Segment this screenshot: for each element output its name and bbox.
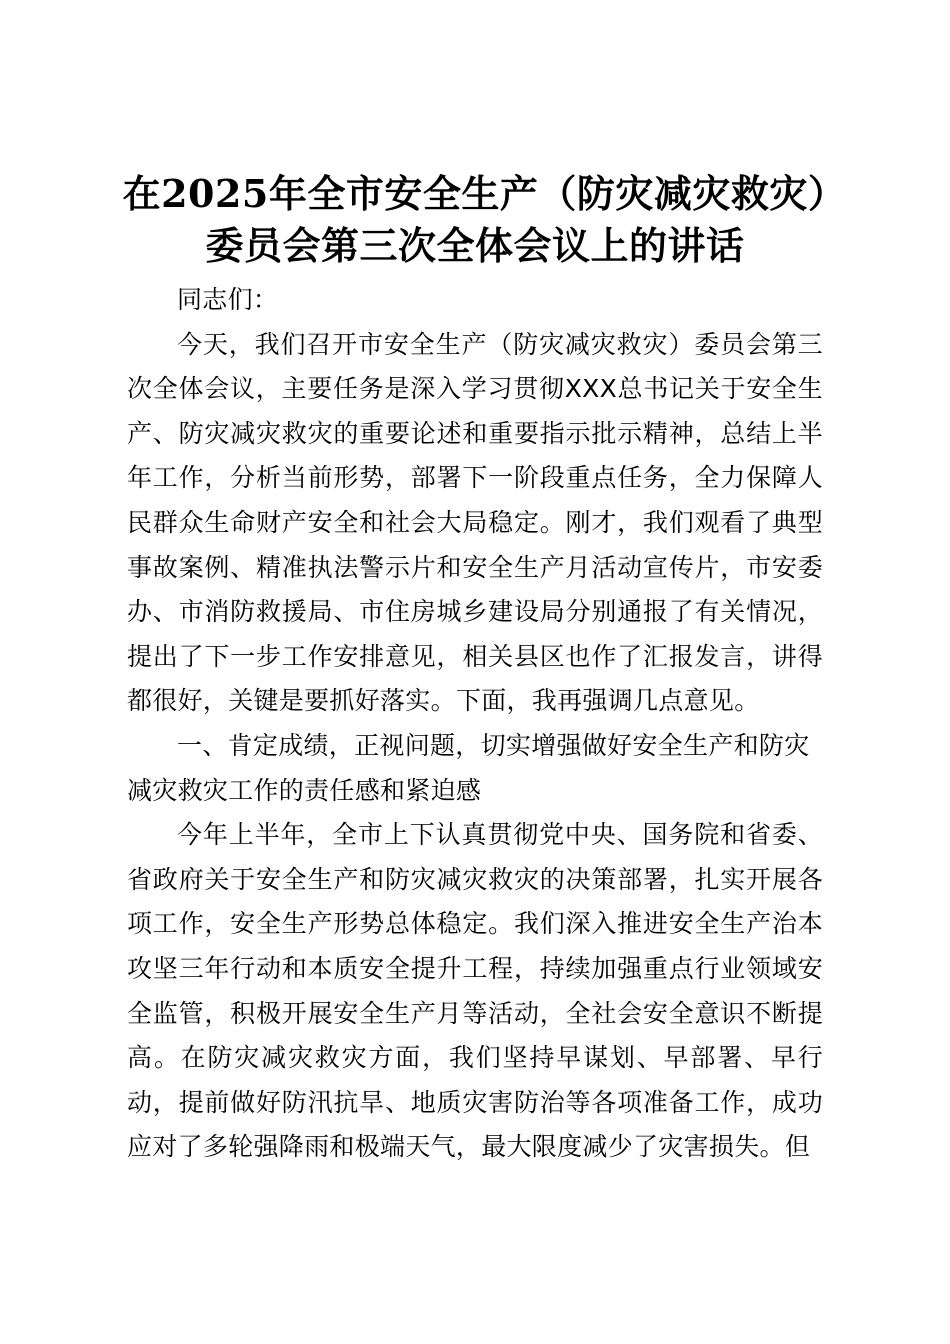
document-title: 在2025年全市安全生产（防灾减灾救灾）委员会第三次全体会议上的讲话 bbox=[122, 171, 828, 268]
paragraph-intro: 今天，我们召开市安全生产（防灾减灾救灾）委员会第三次全体会议，主要任务是深入学习贯彻XXX总书记关于安全生产、防灾减灾救灾的重要论述和重要指示批示精神，总结上半年工作，分析当前形势，部署下一阶段重点任务，全力保障人民群众生命财产安全和社会大局稳定。刚才，我们观看了典型事故案例、精准执法警示片和安全生产月活动宣传片，市安委办、市消防救援局、市住房城乡建设局分别通报了有关情况，提出了下一步工作安排意见，相关县区也作了汇报发言，讲得都很好，关键是要抓好落实。下面，我再强调几点意见。 bbox=[127, 329, 823, 716]
paragraph-section-1: 今年上半年，全市上下认真贯彻党中央、国务院和省委、省政府关于安全生产和防灾减灾救灾的决策部署，扎实开展各项工作，安全生产形势总体稳定。我们深入推进安全生产治本攻坚三年行动和本质安全提升工程，持续加强重点行业领域安全监管，积极开展安全生产月等活动，全社会安全意识不断提高。在防灾减灾救灾方面，我们坚持早谋划、早部署、早行动，提前做好防汛抗旱、地质灾害防治等各项准备工作，成功应对了多轮强降雨和极端天气，最大限度减少了灾害损失。但 bbox=[127, 820, 823, 1162]
document-body bbox=[127, 278, 823, 1170]
section-heading-1: 一、肯定成绩，正视问题，切实增强做好安全生产和防灾减灾救灾工作的责任感和紧迫感 bbox=[127, 730, 810, 805]
greeting-line: 同志们： bbox=[177, 285, 279, 314]
